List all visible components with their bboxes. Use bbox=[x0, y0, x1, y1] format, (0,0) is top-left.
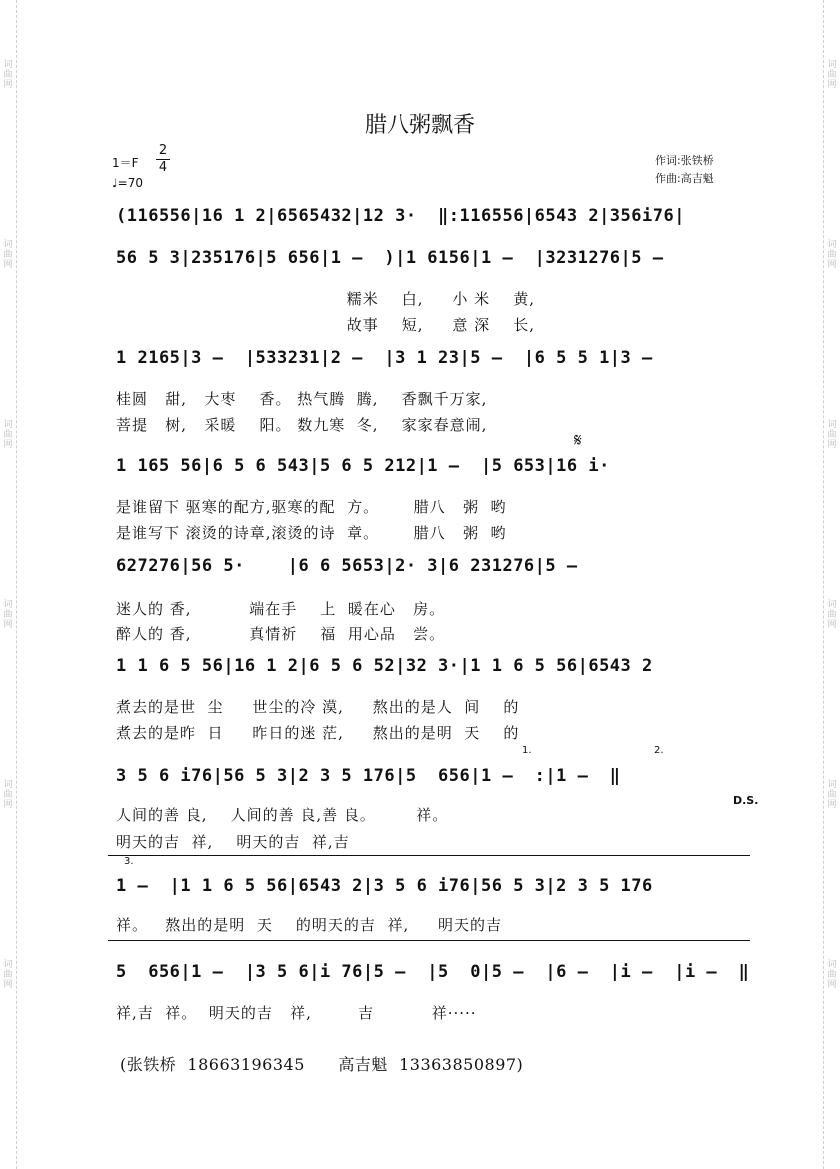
lyric-line: 菩提 树, 采暖 阳。 数九寒 冬, 家家春意闹, bbox=[116, 416, 488, 434]
song-title: 腊八粥飘香 bbox=[364, 113, 475, 138]
segno-mark: 𝄋 bbox=[574, 430, 582, 451]
section-rule bbox=[108, 940, 750, 941]
lyric-line: 桂圆 甜, 大枣 香。 热气腾 腾, 香飘千万家, bbox=[116, 390, 488, 408]
watermark: 词曲网 bbox=[3, 780, 13, 810]
lyric-line: 人间的善 良, 人间的善 良,善 良。 祥。 bbox=[116, 806, 449, 824]
second-ending-mark: 2. bbox=[654, 745, 664, 756]
staff-line: 627276|56 5· |6 6 5653|2· 3|6 231276|5 – bbox=[116, 556, 578, 576]
staff-line: 3 5 6 i76|56 5 3|2 3 5 176|5 656|1 – :|1 – ‖ bbox=[116, 766, 621, 786]
watermark: 词曲网 bbox=[827, 240, 837, 270]
lyric-line: 迷人的 香, 端在手 上 暖在心 房。 bbox=[116, 600, 446, 618]
watermark: 词曲网 bbox=[3, 60, 13, 90]
watermark: 词曲网 bbox=[3, 240, 13, 270]
third-ending-mark: 3. bbox=[124, 856, 134, 867]
lyric-line: 煮去的是昨 日 昨日的迷 茫, 熬出的是明 天 的 bbox=[116, 724, 520, 742]
watermark: 词曲网 bbox=[3, 420, 13, 450]
lyric-line: 故事 短, 意 深 长, bbox=[116, 316, 536, 334]
lyric-line: 煮去的是世 尘 世尘的冷 漠, 熬出的是人 间 的 bbox=[116, 698, 520, 716]
watermark: 词曲网 bbox=[3, 960, 13, 990]
staff-line: 5 656|1 – |3 5 6|i 76|5 – |5 0|5 – |6 – |i – |i – ‖ bbox=[116, 962, 750, 982]
watermark: 词曲网 bbox=[827, 420, 837, 450]
time-signature-bottom: 4 bbox=[158, 160, 168, 175]
time-signature bbox=[156, 144, 170, 175]
watermark: 词曲网 bbox=[3, 600, 13, 630]
watermark: 词曲网 bbox=[827, 600, 837, 630]
staff-line: 1 1 6 5 56|16 1 2|6 5 6 52|32 3·|1 1 6 5 56|6543 2 bbox=[116, 656, 653, 676]
contact-info: (张铁桥 18663196345 高吉魁 13363850897) bbox=[120, 1055, 524, 1074]
staff-line: 1 165 56|6 5 6 543|5 6 5 212|1 – |5 653|16 i· bbox=[116, 456, 610, 476]
lyric-line: 糯米 白, 小 米 黄, bbox=[116, 290, 536, 308]
time-signature-top: 2 bbox=[158, 143, 168, 158]
lyric-line: 祥。 熬出的是明 天 的明天的吉 祥, 明天的吉 bbox=[116, 916, 503, 934]
key-signature: 1＝F bbox=[112, 156, 139, 170]
lyric-line: 是谁留下 驱寒的配方,驱寒的配 方。 腊八 粥 哟 bbox=[116, 498, 507, 516]
lyric-line: 是谁写下 滚烫的诗章,滚烫的诗 章。 腊八 粥 哟 bbox=[116, 524, 507, 542]
ending-bracket-rule bbox=[108, 855, 750, 856]
lyric-line: 明天的吉 祥, 明天的吉 祥,吉 bbox=[116, 833, 350, 851]
tempo-marking: ♩=70 bbox=[112, 176, 143, 190]
composer-credit: 作曲:高吉魁 bbox=[655, 172, 714, 185]
watermark-strip-left bbox=[0, 0, 17, 1169]
staff-line: 56 5 3|235176|5 656|1 – )|1 6156|1 – |3231276|5 – bbox=[116, 248, 664, 268]
lyric-line: 祥,吉 祥。 明天的吉 祥, 吉 祥····· bbox=[116, 1004, 477, 1022]
lyric-line: 醉人的 香, 真情祈 福 用心品 尝。 bbox=[116, 625, 446, 643]
staff-line: 1 – |1 1 6 5 56|6543 2|3 5 6 i76|56 5 3|2 3 5 176 bbox=[116, 876, 653, 896]
first-ending-mark: 1. bbox=[522, 745, 532, 756]
watermark-strip-right bbox=[823, 0, 840, 1169]
staff-line: (116556|16 1 2|6565432|12 3· ‖:116556|6543 2|356i76| bbox=[116, 206, 685, 226]
staff-line: 1 2165|3 – |533231|2 – |3 1 23|5 – |6 5 5 1|3 – bbox=[116, 348, 653, 368]
dal-segno-mark: D.S. bbox=[733, 794, 759, 807]
lyricist-credit: 作词:张铁桥 bbox=[655, 154, 714, 167]
watermark: 词曲网 bbox=[827, 60, 837, 90]
credits bbox=[655, 152, 714, 188]
watermark: 词曲网 bbox=[827, 780, 837, 810]
watermark: 词曲网 bbox=[827, 960, 837, 990]
